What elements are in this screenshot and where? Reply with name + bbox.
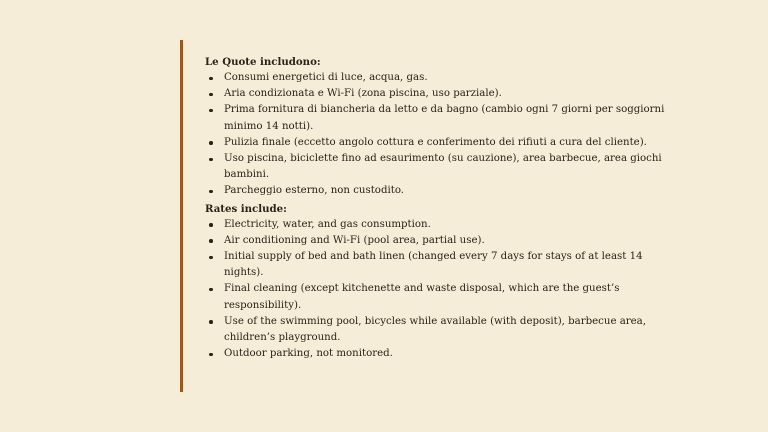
italian-heading: Le Quote includono: bbox=[205, 56, 321, 68]
rates-content-block bbox=[180, 40, 680, 392]
list-item: Initial supply of bed and bath linen (changed every 7 days for stays of at least 14 nights). bbox=[205, 249, 680, 281]
list-item: Pulizia finale (eccetto angolo cottura e conferimento dei rifiuti a cura del cliente). bbox=[205, 135, 680, 151]
list-item: Aria condizionata e Wi-Fi (zona piscina, uso parziale). bbox=[205, 86, 680, 102]
list-item: Use of the swimming pool, bicycles while available (with deposit), barbecue area, children’s playground. bbox=[205, 314, 680, 346]
list-item: Electricity, water, and gas consumption. bbox=[205, 217, 680, 233]
english-section bbox=[205, 201, 680, 363]
italian-list bbox=[205, 70, 680, 200]
italian-section bbox=[205, 54, 680, 200]
list-item: Consumi energetici di luce, acqua, gas. bbox=[205, 70, 680, 86]
english-heading: Rates include: bbox=[205, 202, 287, 215]
list-item: Uso piscina, biciclette fino ad esaurimento (su cauzione), area barbecue, area giochi bambini. bbox=[205, 151, 680, 183]
list-item: Air conditioning and Wi-Fi (pool area, partial use). bbox=[205, 233, 680, 249]
list-item: Final cleaning (except kitchenette and waste disposal, which are the guest’s responsibility). bbox=[205, 281, 680, 313]
list-item: Outdoor parking, not monitored. bbox=[205, 346, 680, 362]
list-item: Parcheggio esterno, non custodito. bbox=[205, 183, 680, 199]
list-item: Prima fornitura di biancheria da letto e da bagno (cambio ogni 7 giorni per soggiorni minimo 14 notti). bbox=[205, 102, 680, 134]
english-list bbox=[205, 217, 680, 363]
